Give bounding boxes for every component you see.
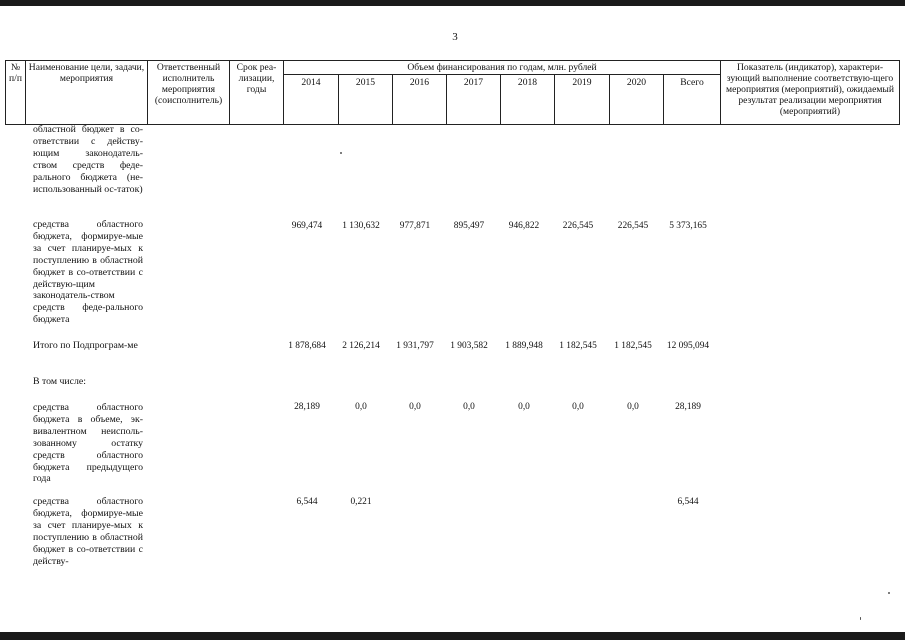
row-value: 1 182,545: [614, 341, 652, 351]
header-indicator-column: Показатель (индикатор), характери-зующий выполнение соответствую-щего мероприятия (мероприятий), ожидаемый результат реализации мероприятия (мероприятий): [721, 61, 900, 125]
row-value: 1 878,684: [288, 341, 326, 351]
header-year-2016: 2016: [393, 75, 447, 125]
row-name: средства областного бюджета, формируе-мые за счет планируе-мых к поступлению в областной бюджет в со-ответствии с действую-щим законодатель-ством средств феде-рального бюджета: [33, 219, 143, 326]
header-financing-column: Объем финансирования по годам, млн. рублей: [284, 61, 721, 75]
header-year-2020: 2020: [610, 75, 664, 125]
scan-speck: [860, 617, 861, 620]
row-value: 0,0: [627, 402, 639, 412]
row-name: средства областного бюджета, формируе-мые за счет планируе-мых к поступлению в областной бюджет в со-ответствии с действу-: [33, 496, 143, 567]
row-value: 226,545: [617, 221, 649, 231]
row-value: 895,497: [453, 221, 485, 231]
page-number: 3: [452, 31, 458, 43]
row-value: 28,189: [294, 402, 320, 412]
row-total: 6,544: [677, 497, 699, 507]
header-year-2017: 2017: [447, 75, 501, 125]
row-name: областной бюджет в со-ответствии с действу-ющим законодатель-ством средств феде-рального бюджета (не-использованный ос-таток): [33, 124, 143, 195]
header-name-column: Наименование цели, задачи, мероприятия: [26, 61, 148, 125]
table-header: [5, 60, 900, 125]
row-value: 969,474: [291, 221, 323, 231]
row-value: 977,871: [399, 221, 431, 231]
row-value: 0,0: [572, 402, 584, 412]
row-value: 0,0: [409, 402, 421, 412]
row-value: 0,0: [518, 402, 530, 412]
bottom-border-rule: [0, 632, 905, 640]
row-total: 28,189: [675, 402, 701, 412]
scan-speck: [888, 592, 890, 594]
row-total: 12 095,094: [666, 341, 710, 351]
row-value: 1 182,545: [559, 341, 597, 351]
row-value: 1 130,632: [342, 221, 380, 231]
row-value: 0,0: [463, 402, 475, 412]
header-year-2018: 2018: [501, 75, 555, 125]
scan-speck: [340, 152, 342, 154]
row-value: 0,221: [350, 497, 372, 507]
header-term-column: Срок реа-лизации, годы: [230, 61, 284, 125]
header-responsible-column: Ответственный исполнитель мероприятия (соисполнитель): [148, 61, 230, 125]
row-value: 1 889,948: [505, 341, 543, 351]
row-total: 5 373,165: [669, 221, 707, 231]
row-value: 1 903,582: [450, 341, 488, 351]
row-value: 1 931,797: [396, 341, 434, 351]
row-value: 946,822: [508, 221, 540, 231]
row-value: 6,544: [296, 497, 318, 507]
header-number-column: № п/п: [6, 61, 26, 125]
header-year-2019: 2019: [555, 75, 610, 125]
row-value: 226,545: [562, 221, 594, 231]
row-value: 2 126,214: [342, 341, 380, 351]
top-border-rule: [0, 0, 905, 6]
row-value: 0,0: [355, 402, 367, 412]
header-year-2014: 2014: [284, 75, 339, 125]
row-name: средства областного бюджета в объеме, эк-вивалентном неисполь-зованному остатку средств областного бюджета предыдущего года: [33, 402, 143, 485]
row-name: Итого по Подпрограм-ме: [33, 340, 138, 351]
header-year-2015: 2015: [339, 75, 393, 125]
row-name: В том числе:: [33, 376, 86, 387]
header-total: Всего: [664, 75, 721, 125]
